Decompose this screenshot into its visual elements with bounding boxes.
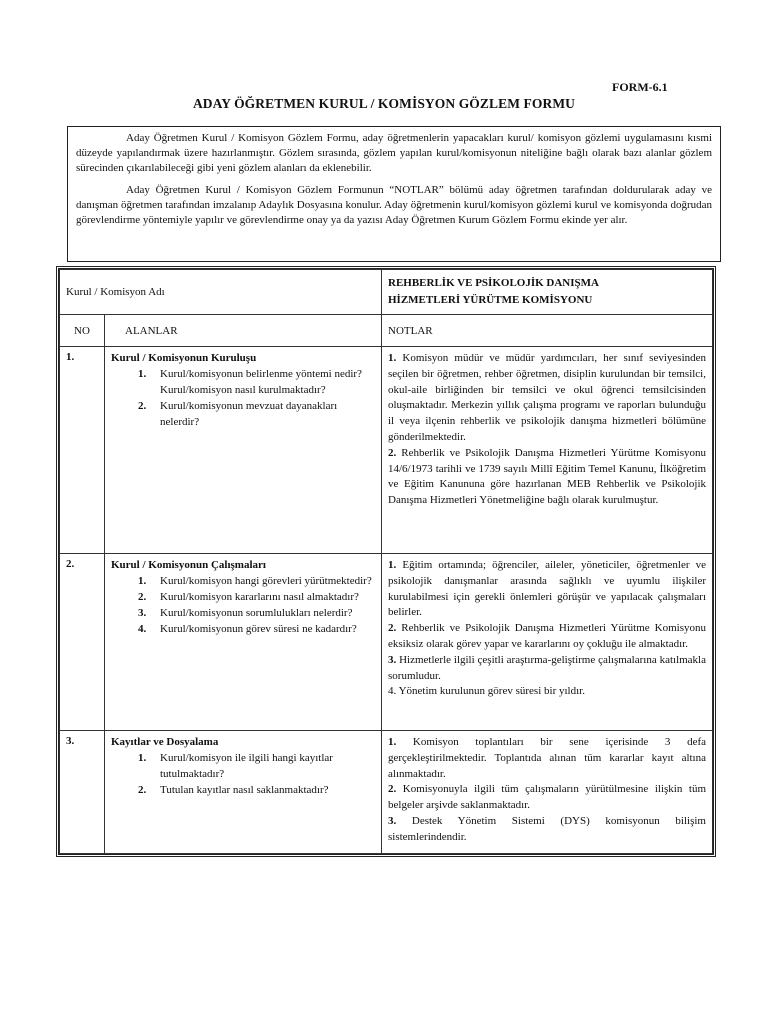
col-no-header: NO xyxy=(60,315,105,347)
form-code: FORM-6.1 xyxy=(612,80,668,94)
table-row xyxy=(60,731,713,854)
question-item: 3. Kurul/komisyonun sorumlulukları nelerdir? xyxy=(138,607,353,619)
intro-box xyxy=(67,126,721,262)
table-row xyxy=(60,554,713,731)
note-item: 1. Komisyon müdür ve müdür yardımcıları, her sınıf seviyesinden seçilen bir öğretmen, rehber öğretmen, disiplin kurulundan bir temsilci, okul-aile birliğinden bir temsilci ve okul öğrenci temsilcisinden oluşmaktadır. Merkezin yıllık çalışma programı ve raporları bulunduğu il veya ilçenin rehberlik ve psikolojik danışma hizmetleri bölümüne gönderilmektedir. xyxy=(388,352,707,443)
committee-name-line-1: REHBERLİK VE PSİKOLOJİK DANIŞMA xyxy=(388,277,599,289)
area-title: Kurul / Komisyonun Çalışmaları xyxy=(111,559,266,571)
area-title: Kurul / Komisyonun Kuruluşu xyxy=(111,352,257,364)
question-item: 1. Kurul/komisyon hangi görevleri yürütmektedir? xyxy=(138,575,372,587)
question-item: 2. Tutulan kayıtlar nasıl saklanmaktadır? xyxy=(138,784,329,796)
note-item: 3. Destek Yönetim Sistemi (DYS) komisyonun bilişim sistemlerindendir. xyxy=(388,814,706,843)
observation-table xyxy=(56,266,716,857)
area-cell xyxy=(105,554,382,731)
question-list xyxy=(111,750,375,798)
row-number: 3. xyxy=(60,731,105,854)
note-item: 4. Yönetim kurulunun görev süresi bir yıldır. xyxy=(388,685,585,698)
note-item: 2. Komisyonuyla ilgili tüm çalışmaların yürütülmesine ilişkin tüm belgeler arşivde saklanmaktadır. xyxy=(388,783,706,812)
question-item: 4. Kurul/komisyonun görev süresi ne kadardır? xyxy=(138,623,357,635)
committee-name-value xyxy=(382,270,713,315)
area-cell xyxy=(105,347,382,554)
question-list xyxy=(111,366,375,430)
intro-paragraph-1: Aday Öğretmen Kurul / Komisyon Gözlem Formu, aday öğretmenlerin yapacakları kurul/ komisyon gözlemi uygulamasını kısmi düzeyde yapılandırmak üzere hazırlanmıştır. Gözlem sırasında, gözlem yapılan kurul/komisyonun niteliğine bağlı olarak bazı alanlar gözlem sürecinden çıkarılabileceği gibi yeni gözlem alanları da eklenebilir. xyxy=(76,132,712,175)
area-title: Kayıtlar ve Dosyalama xyxy=(111,736,219,748)
question-item: 2. Kurul/komisyon kararlarını nasıl almaktadır? xyxy=(138,591,359,603)
column-header-row xyxy=(60,315,713,347)
row-number: 2. xyxy=(60,554,105,731)
col-areas-header: ALANLAR xyxy=(105,315,382,347)
form-title: ADAY ÖĞRETMEN KURUL / KOMİSYON GÖZLEM FORMU xyxy=(192,96,576,111)
question-list xyxy=(111,573,375,637)
area-cell xyxy=(105,731,382,854)
notes-cell xyxy=(382,347,713,554)
notes-cell xyxy=(382,554,713,731)
row-number: 1. xyxy=(60,347,105,554)
col-notes-header: NOTLAR xyxy=(382,315,713,347)
question-item: 2. Kurul/komisyonun mevzuat dayanakları nelerdir? xyxy=(138,400,338,428)
question-item: 1. Kurul/komisyon ile ilgili hangi kayıtlar tutulmaktadır? xyxy=(138,752,333,780)
note-item: 3. Hizmetlerle ilgili çeşitli araştırma-geliştirme çalışmalarına katılmakla sorumludur. xyxy=(388,653,706,682)
intro-paragraph-2: Aday Öğretmen Kurul / Komisyon Gözlem Formunun “NOTLAR” bölümü aday öğretmen tarafından doldurularak aday ve danışman öğretmen tarafından imzalanıp Adaylık Dosyasına konulur. Aday öğretmenin kurul/komisyon gözlemi kurul ve komisyonda doğrudan görevlendirme yöntemiyle yapılır ve görevlendirme onay ya da yazısı Aday Öğretmen Kurum Gözlem Formu ekinde yer alır. xyxy=(76,183,712,227)
committee-name-line-2: HİZMETLERİ YÜRÜTME KOMİSYONU xyxy=(388,294,593,306)
note-item: 1. Eğitim ortamında; öğrenciler, aileler, yöneticiler, öğretmenler ve psikolojik danışmanlar arasında sağlıklı ve uyumlu ilişkiler kurulabilmesi için gerekli önlemleri görüşür ve yapılacak çalışmaları belirler. xyxy=(388,559,707,619)
note-item: 2. Rehberlik ve Psikolojik Danışma Hizmetleri Yürütme Komisyonu eksiksiz olarak görev yapar ve kararlarını oy çokluğu ile almaktadır. xyxy=(388,622,706,650)
note-item: 2. Rehberlik ve Psikolojik Danışma Hizmetleri Yürütme Komisyonu 14/6/1973 tarihli ve 1739 sayılı Millî Eğitim Temel Kanunu, İlköğretim ve Eğitim Kanununa göre hazırlanan MEB Rehberlik ve Psikolojik Danışma Hizmetleri Yönetmeliğine bağlı olarak kurulmuştur. xyxy=(388,446,706,507)
committee-name-label: Kurul / Komisyon Adı xyxy=(60,270,382,315)
table-row xyxy=(60,347,713,554)
question-item: 1. Kurul/komisyonun belirlenme yöntemi nedir? Kurul/komisyon nasıl kurulmaktadır? xyxy=(138,368,362,396)
notes-cell xyxy=(382,731,713,854)
table-header-row xyxy=(60,270,713,315)
note-item: 1. Komisyon toplantıları bir sene içerisinde 3 defa gerçekleştirilmektedir. Toplantıda alınan tüm kararlar kayıt altına alınmaktadır. xyxy=(388,736,706,780)
